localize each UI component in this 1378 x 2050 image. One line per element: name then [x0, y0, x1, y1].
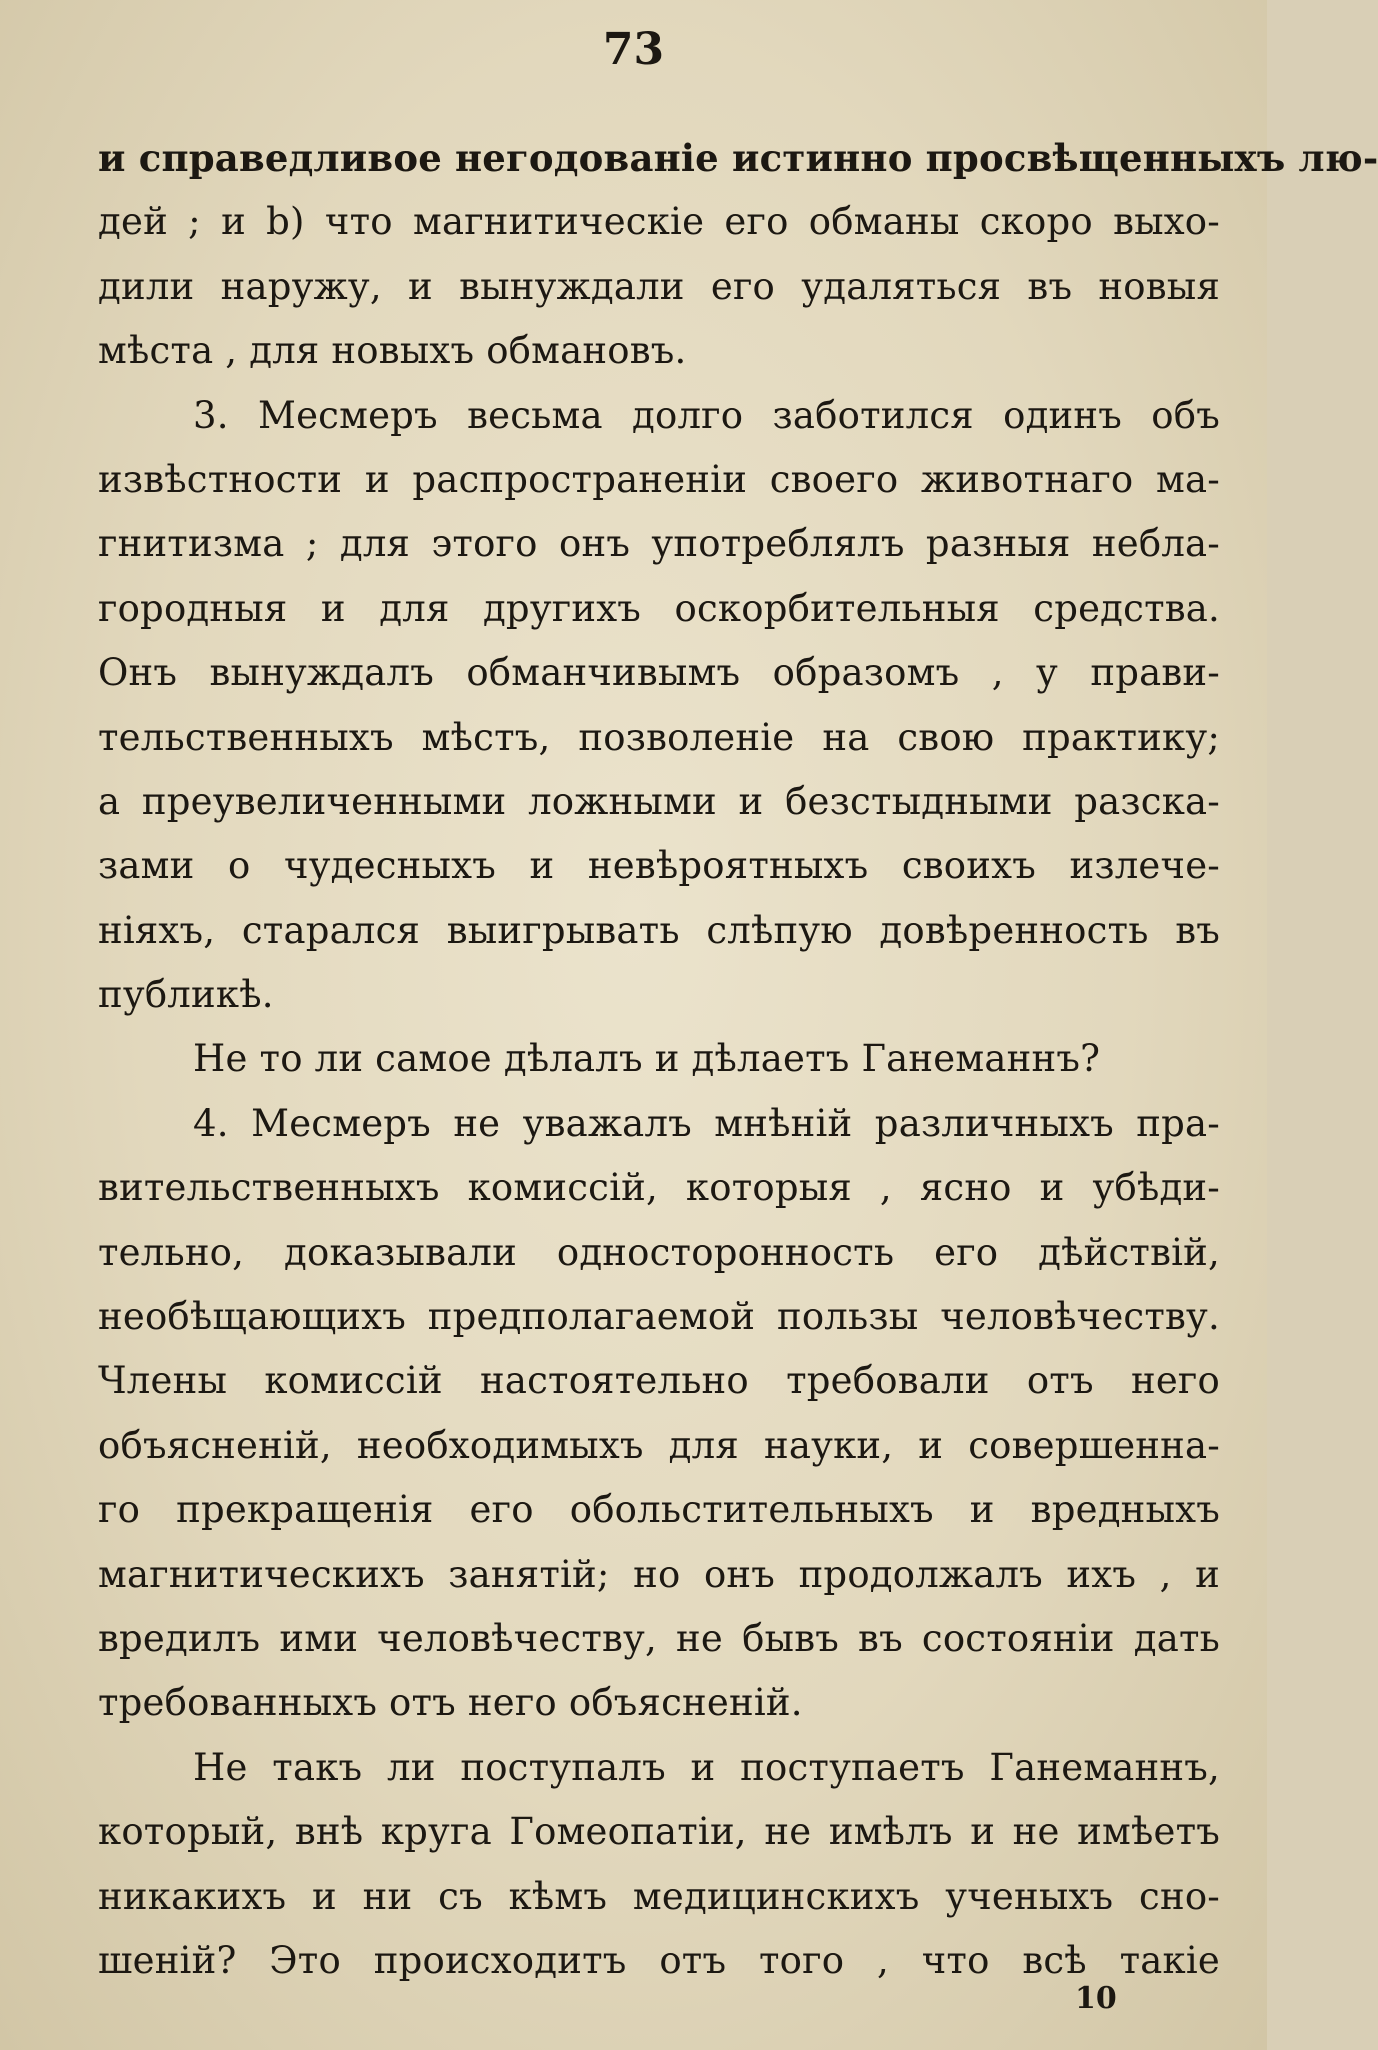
text-line: дили наружу, и вынуждали его удаляться въ новыя: [98, 264, 1220, 308]
text-line: объясненій, необходимыхъ для науки, и совершенна-: [98, 1423, 1220, 1467]
text-line: Не то ли самое дѣлалъ и дѣлаетъ Ганеманнъ?: [193, 1037, 1101, 1081]
text-line: мѣста , для новыхъ обмановъ.: [98, 329, 687, 373]
text-line: зами о чудесныхъ и невѣроятныхъ своихъ излече-: [98, 844, 1220, 888]
page-number: 73: [602, 24, 665, 75]
signature-mark: 10: [1075, 1981, 1117, 2016]
text-line: который, внѣ круга Гомеопатіи, не имѣлъ и не имѣетъ: [98, 1810, 1220, 1854]
text-line: необѣщающихъ предполагаемой пользы человѣчеству.: [98, 1295, 1220, 1339]
text-line: тельно, доказывали односторонность его дѣйствій,: [98, 1230, 1220, 1274]
text-line: 4. Месмеръ не уважалъ мнѣній различныхъ пра-: [193, 1101, 1220, 1145]
text-line: Члены комиссій настоятельно требовали отъ него: [98, 1359, 1220, 1403]
text-line: Онъ вынуждалъ обманчивымъ образомъ , у прави-: [98, 651, 1220, 695]
text-line: требованныхъ отъ него объясненій.: [98, 1681, 803, 1725]
text-line: Не такъ ли поступалъ и поступаетъ Ганеманнъ,: [193, 1745, 1220, 1789]
body-text: [98, 126, 1378, 1993]
text-line: 3. Месмеръ весьма долго заботился одинъ объ: [193, 393, 1220, 437]
text-line: магнитическихъ занятій; но онъ продолжалъ ихъ , и: [98, 1552, 1220, 1596]
text-line: никакихъ и ни съ кѣмъ медицинскихъ ученыхъ сно-: [98, 1874, 1220, 1918]
text-line: публикѣ.: [98, 973, 274, 1017]
text-line: извѣстности и распространеніи своего животнаго ма-: [98, 457, 1220, 501]
text-line: гнитизма ; для этого онъ употреблялъ разныя небла-: [98, 522, 1220, 566]
text-line: дей ; и b) что магнитическіе его обманы скоро выхо-: [98, 200, 1220, 244]
text-line: шеній? Это происходитъ отъ того , что всѣ такіе: [98, 1938, 1220, 1982]
text-line: тельственныхъ мѣстъ, позволеніе на свою практику;: [98, 715, 1220, 759]
text-line: а преувеличенными ложными и безстыдными разска-: [98, 779, 1220, 823]
text-line: ніяхъ, старался выигрывать слѣпую довѣренность въ: [98, 908, 1220, 952]
text-line: городныя и для другихъ оскорбительныя средства.: [98, 586, 1220, 630]
text-line: вительственныхъ комиссій, которыя , ясно и убѣди-: [98, 1166, 1220, 1210]
text-line: и справедливое негодованіе истинно просвѣщенныхъ лю-: [98, 136, 1378, 180]
text-line: го прекращенія его обольстительныхъ и вредныхъ: [98, 1488, 1220, 1532]
text-line: вредилъ ими человѣчеству, не бывъ въ состояніи дать: [98, 1616, 1220, 1660]
